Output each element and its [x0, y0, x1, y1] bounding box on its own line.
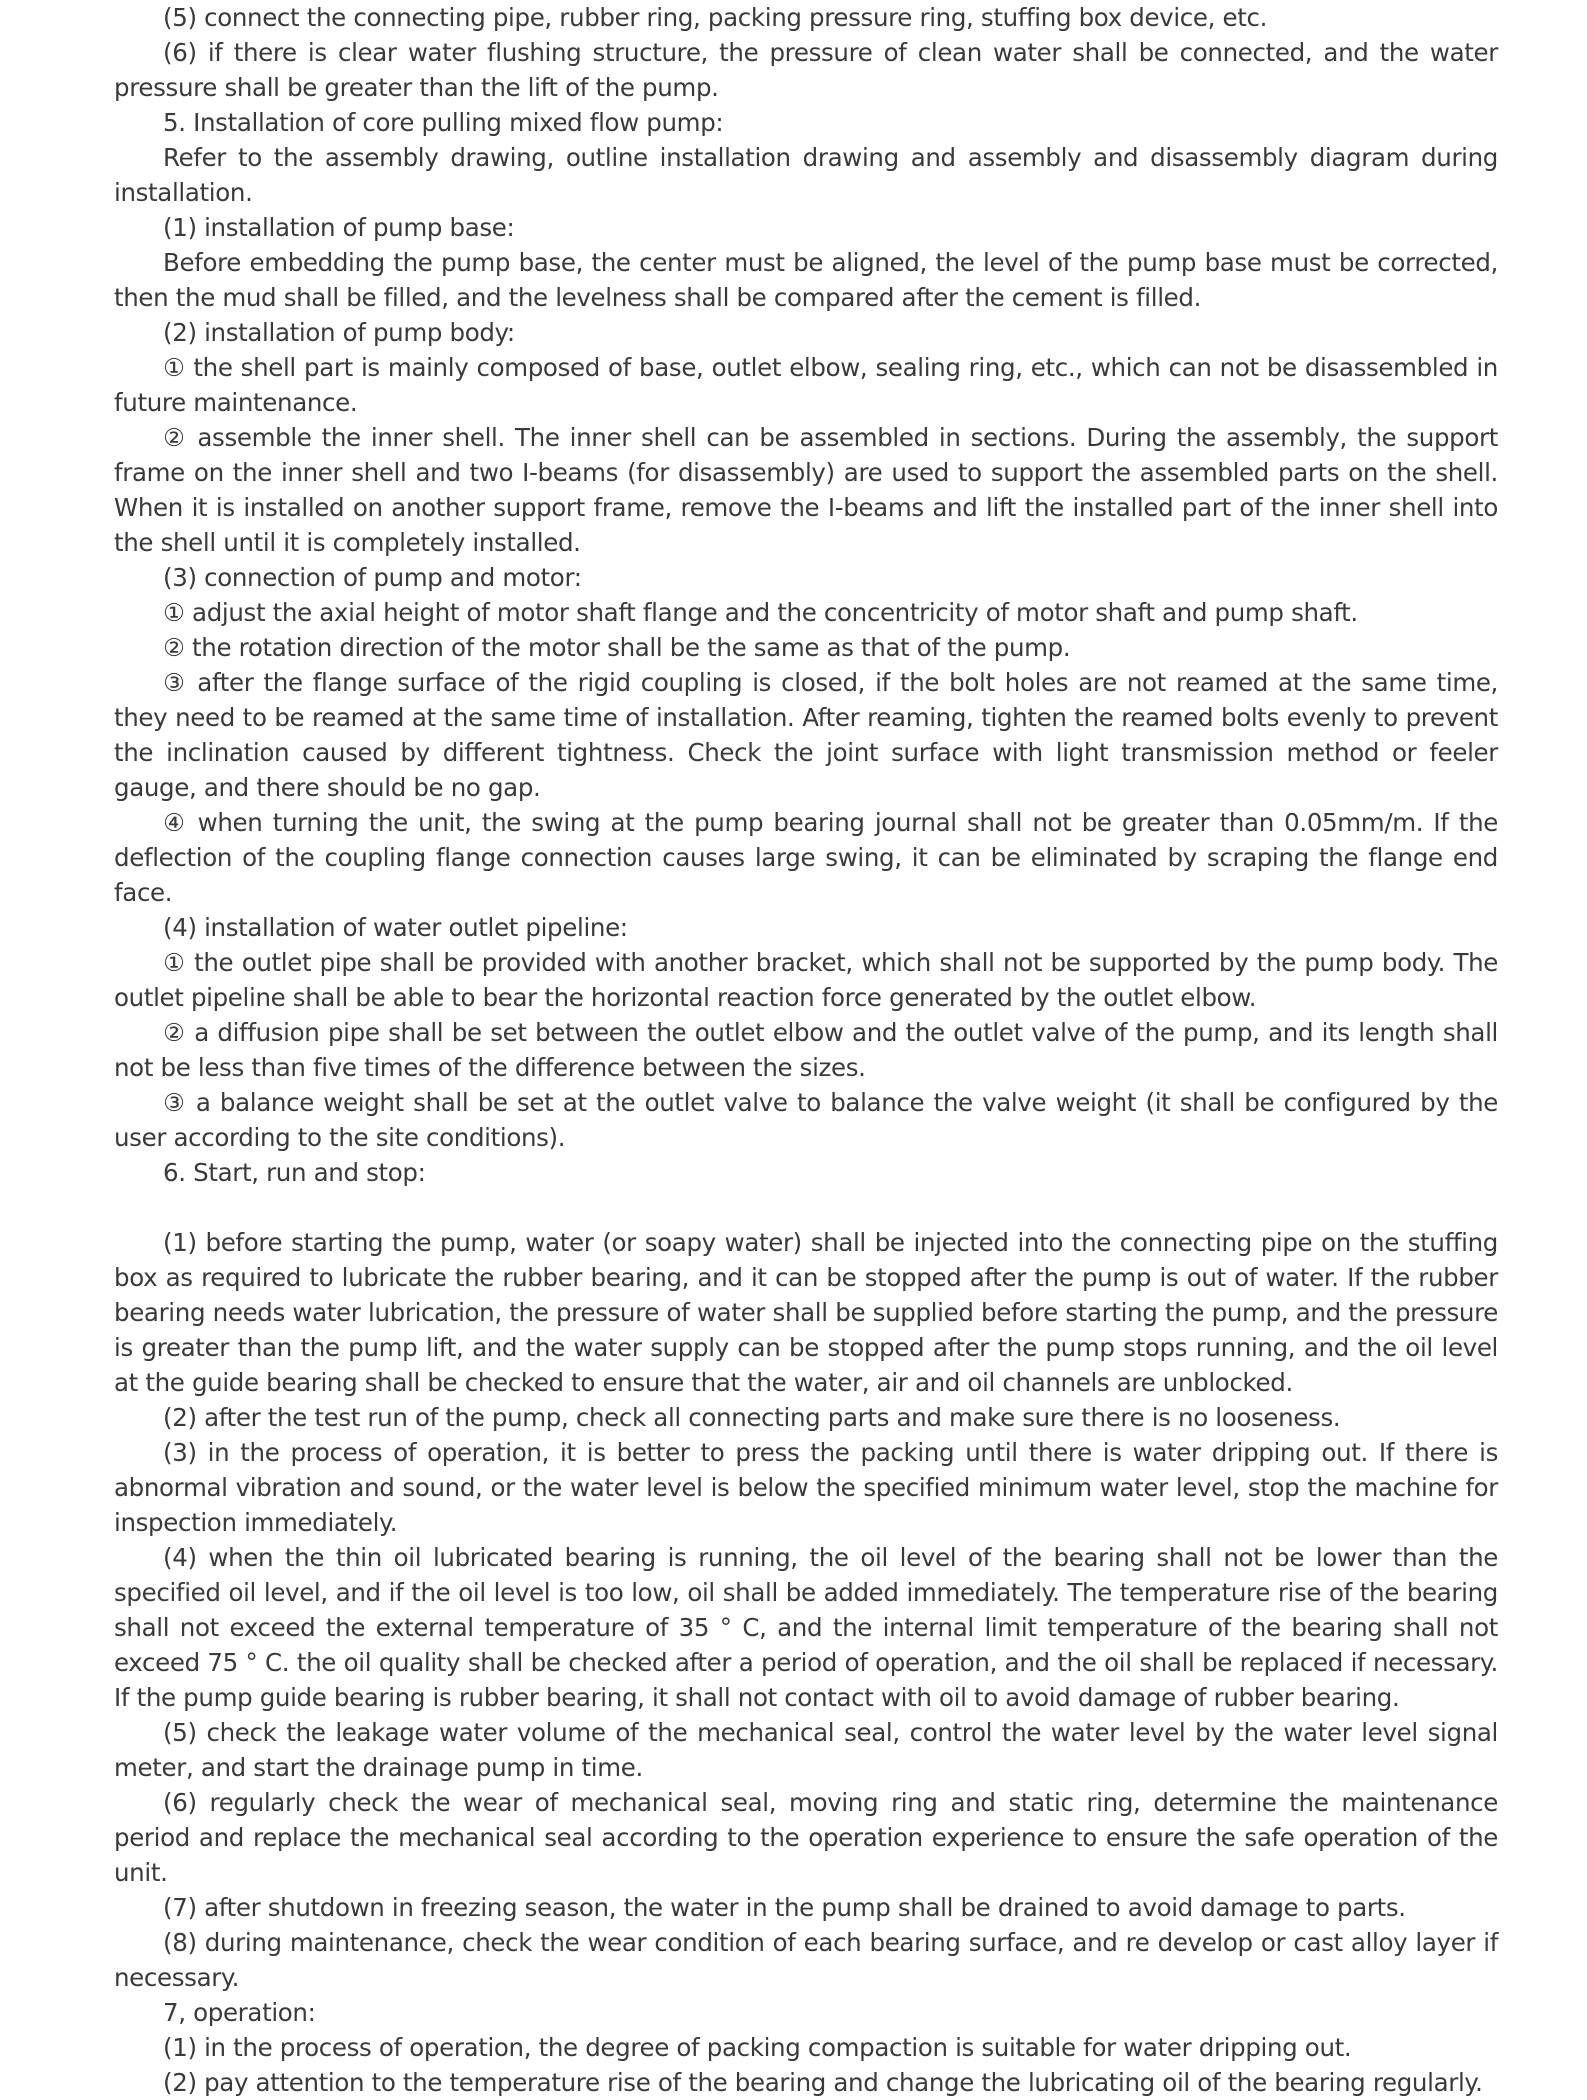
subsection-heading: (3) connection of pump and motor:: [163, 563, 582, 592]
paragraph: (2) after the test run of the pump, check all connecting parts and make sure there is no looseness.: [163, 1403, 1341, 1432]
paragraph: ① adjust the axial height of motor shaft flange and the concentricity of motor shaft and pump shaft.: [163, 598, 1358, 627]
paragraph: (1) before starting the pump, water (or soapy water) shall be injected into the connecting pipe on the stuffing box as required to lubricate the rubber bearing, and it can be stopped after the pump is out of water. If the rubber bearing needs water lubrication, the pressure of water shall be supplied before starting the pump, and the pressure is greater than the pump lift, and the water supply can be stopped after the pump stops running, and the oil level at the guide bearing shall be checked to ensure that the water, air and oil channels are unblocked.: [114, 1228, 1498, 1397]
paragraph: ① the outlet pipe shall be provided with another bracket, which shall not be supported by the pump body. The outlet pipeline shall be able to bear the horizontal reaction force generated by the outlet elbow.: [114, 948, 1498, 1012]
paragraph: (4) when the thin oil lubricated bearing is running, the oil level of the bearing shall not be lower than the specified oil level, and if the oil level is too low, oil shall be added immediately. The temperature rise of the bearing shall not exceed the external temperature of 35 ° C, and the internal limit temperature of the bearing shall not exceed 75 ° C. the oil quality shall be checked after a period of operation, and the oil shall be replaced if necessary. If the pump guide bearing is rubber bearing, it shall not contact with oil to avoid damage of rubber bearing.: [114, 1543, 1498, 1712]
paragraph: ① the shell part is mainly composed of base, outlet elbow, sealing ring, etc., which can not be disassembled in future maintenance.: [114, 353, 1498, 417]
document-body: [114, 0, 1498, 2100]
paragraph: (6) regularly check the wear of mechanical seal, moving ring and static ring, determine the maintenance period and replace the mechanical seal according to the operation experience to ensure the safe operation of the unit.: [114, 1788, 1498, 1887]
section-heading: 7, operation:: [163, 1998, 316, 2027]
paragraph: (6) if there is clear water flushing structure, the pressure of clean water shall be connected, and the water pressure shall be greater than the lift of the pump.: [114, 38, 1498, 102]
subsection-heading: (2) installation of pump body:: [163, 318, 515, 347]
subsection-heading: (1) installation of pump base:: [163, 213, 515, 242]
section-heading: 6. Start, run and stop:: [163, 1158, 426, 1187]
paragraph: (3) in the process of operation, it is better to press the packing until there is water dripping out. If there is abnormal vibration and sound, or the water level is below the specified minimum water level, stop the machine for inspection immediately.: [114, 1438, 1498, 1537]
paragraph: (1) in the process of operation, the degree of packing compaction is suitable for water dripping out.: [163, 2033, 1352, 2062]
subsection-heading: (4) installation of water outlet pipeline:: [163, 913, 628, 942]
section-heading: 5. Installation of core pulling mixed flow pump:: [163, 108, 724, 137]
paragraph: ② a diffusion pipe shall be set between the outlet elbow and the outlet valve of the pump, and its length shall not be less than five times of the difference between the sizes.: [114, 1018, 1498, 1082]
paragraph: ② assemble the inner shell. The inner shell can be assembled in sections. During the assembly, the support frame on the inner shell and two I-beams (for disassembly) are used to support the assembled parts on the shell. When it is installed on another support frame, remove the I-beams and lift the installed part of the inner shell into the shell until it is completely installed.: [114, 423, 1498, 557]
paragraph: Refer to the assembly drawing, outline installation drawing and assembly and disassembly diagram during installation.: [114, 143, 1498, 207]
paragraph: (8) during maintenance, check the wear condition of each bearing surface, and re develop or cast alloy layer if necessary.: [114, 1928, 1498, 1992]
paragraph: ② the rotation direction of the motor shall be the same as that of the pump.: [163, 633, 1071, 662]
paragraph: ③ after the flange surface of the rigid coupling is closed, if the bolt holes are not reamed at the same time, they need to be reamed at the same time of installation. After reaming, tighten the reamed bolts evenly to prevent the inclination caused by different tightness. Check the joint surface with light transmission method or feeler gauge, and there should be no gap.: [114, 668, 1498, 802]
paragraph: (5) connect the connecting pipe, rubber ring, packing pressure ring, stuffing box device, etc.: [163, 3, 1268, 32]
paragraph: (5) check the leakage water volume of the mechanical seal, control the water level by the water level signal meter, and start the drainage pump in time.: [114, 1718, 1498, 1782]
paragraph: (7) after shutdown in freezing season, the water in the pump shall be drained to avoid damage to parts.: [163, 1893, 1406, 1922]
paragraph: Before embedding the pump base, the center must be aligned, the level of the pump base must be corrected, then the mud shall be filled, and the levelness shall be compared after the cement is filled.: [114, 248, 1498, 312]
paragraph: (2) pay attention to the temperature rise of the bearing and change the lubricating oil of the bearing regularly.: [163, 2068, 1483, 2097]
paragraph: ④ when turning the unit, the swing at the pump bearing journal shall not be greater than 0.05mm/m. If the deflection of the coupling flange connection causes large swing, it can be eliminated by scraping the flange end face.: [114, 808, 1498, 907]
paragraph: ③ a balance weight shall be set at the outlet valve to balance the valve weight (it shall be configured by the user according to the site conditions).: [114, 1088, 1498, 1152]
